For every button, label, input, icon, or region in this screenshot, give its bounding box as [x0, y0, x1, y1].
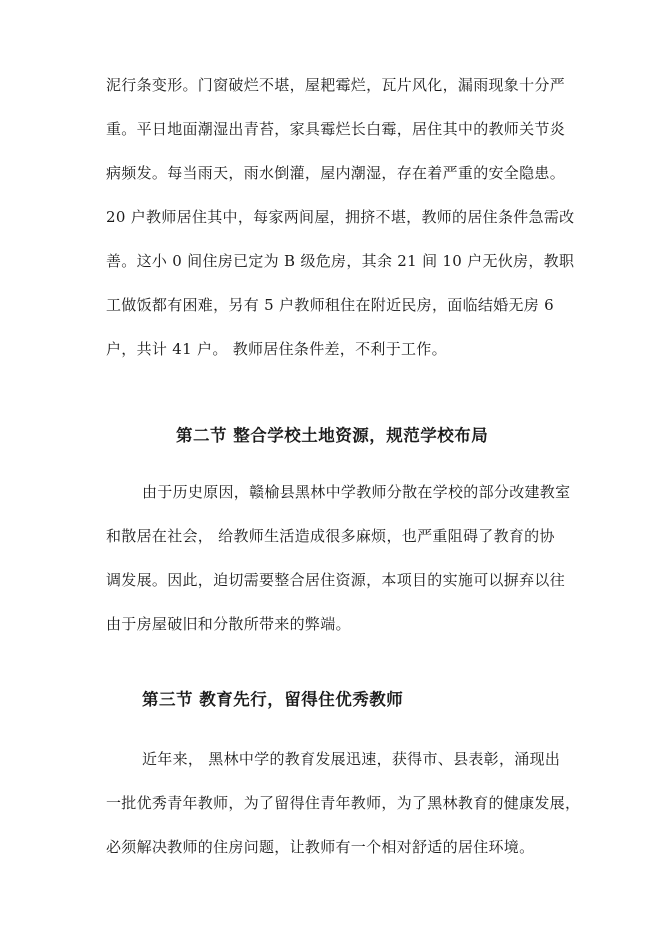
paragraph-line: 善。这小 0 间住房已定为 B 级危房，其余 21 间 10 户无伙房，教职: [106, 252, 575, 270]
paragraph-line: 20 户教师居住其中，每家两间屋，拥挤不堪，教师的居住条件急需改: [106, 208, 575, 226]
paragraph-line: 工做饭都有困难，另有 5 户教师租住在附近民房，面临结婚无房 6: [106, 296, 554, 314]
paragraph-line: 和散居在社会， 给教师生活造成很多麻烦，也严重阻碍了教育的协: [106, 527, 555, 545]
paragraph-line: 重。平日地面潮湿出青苔，家具霉烂长白霉，居住其中的教师关节炎: [106, 120, 566, 138]
paragraph-line: 病频发。每当雨天，雨水倒灌，屋内潮湿，存在着严重的安全隐患。: [106, 164, 566, 182]
paragraph-line: 一批优秀青年教师，为了留得住青年教师，为了黑林教育的健康发展，: [106, 794, 581, 812]
paragraph-line: 由于房屋破旧和分散所带来的弊端。: [106, 615, 351, 633]
section-heading: 第二节 整合学校土地资源，规范学校布局: [176, 426, 489, 445]
paragraph-line: 近年来， 黑林中学的教育发展迅速，获得市、县表彰，涌现出: [142, 750, 561, 768]
paragraph-line: 户，共计 41 户。 教师居住条件差，不利于工作。: [106, 340, 447, 358]
paragraph-line: 必须解决教师的住房问题，让教师有一个相对舒适的居住环境。: [106, 838, 535, 856]
paragraph-line: 调发展。因此，迫切需要整合居住资源，本项目的实施可以摒弃以往: [106, 571, 566, 589]
paragraph-line: 泥行条变形。门窗破烂不堪，屋耙霉烂，瓦片风化，漏雨现象十分严: [106, 76, 566, 94]
paragraph-line: 由于历史原因，赣榆县黑林中学教师分散在学校的部分改建教室: [142, 483, 571, 501]
section-heading: 第三节 教育先行，留得住优秀教师: [142, 690, 404, 709]
